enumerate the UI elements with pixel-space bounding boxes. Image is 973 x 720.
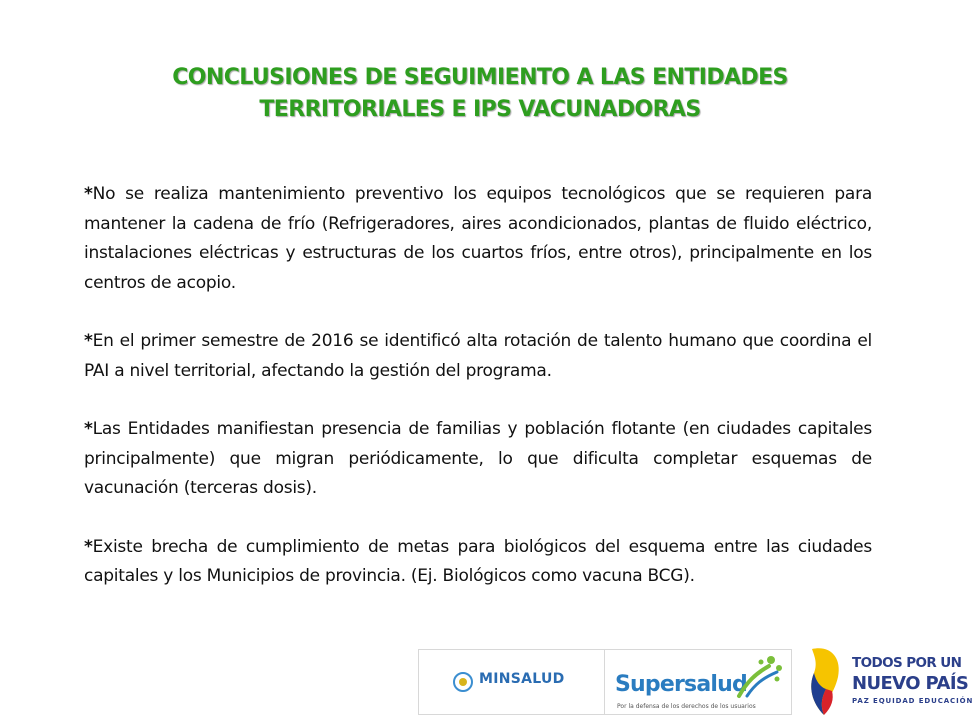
colombia-flag-ribbon-icon <box>804 643 846 717</box>
conclusion-text: Las Entidades manifiestan presencia de familias y población flotante (en ciudades capitales principalmente) que migran periódicamente, lo que dificulta completar esquemas de vacunación (terceras dosis). <box>84 419 872 498</box>
conclusion-text: Existe brecha de cumplimiento de metas para biológicos del esquema entre las ciudades capitales y los Municipios de provincia. (Ej. Biológicos como vacuna BCG). <box>84 536 872 586</box>
nuevo-pais-line-1: TODOS POR UN <box>852 655 962 671</box>
bullet-marker: * <box>84 536 93 557</box>
conclusion-text: En el primer semestre de 2016 se identificó alta rotación de talento humano que coordina el PAI a nivel territorial, afectando la gestión del programa. <box>84 331 872 381</box>
supersalud-logo <box>604 649 792 715</box>
minsalud-label: MINSALUD <box>479 671 565 687</box>
conclusions-body <box>84 180 872 621</box>
title-line-1: CONCLUSIONES DE SEGUIMIENTO A LAS ENTIDADES <box>172 65 788 90</box>
footer-logos <box>418 643 973 720</box>
nuevo-pais-line-2: NUEVO PAÍS <box>852 673 969 694</box>
conclusion-paragraph <box>84 415 872 504</box>
title-line-2: TERRITORIALES E IPS VACUNADORAS <box>259 97 701 122</box>
slide-title <box>80 62 880 126</box>
conclusion-text: No se realiza mantenimiento preventivo los equipos tecnológicos que se requieren para mantener la cadena de frío (Refrigeradores, aires acondicionados, plantas de fluido eléctrico, instalaciones eléctricas y estructuras de los cuartos fríos, entre otros), principalmente en los centros de acopio. <box>84 184 872 293</box>
conclusion-paragraph <box>84 327 872 386</box>
bullet-marker: * <box>84 331 93 351</box>
nuevo-pais-line-3: PAZ EQUIDAD EDUCACIÓN <box>852 697 973 705</box>
supersalud-label: Supersalud <box>615 672 747 697</box>
minsalud-logo <box>418 649 604 715</box>
supersalud-tagline: Por la defensa de los derechos de los usuarios <box>617 703 756 710</box>
conclusion-paragraph <box>84 533 872 592</box>
nuevo-pais-logo <box>800 643 973 720</box>
bullet-marker: * <box>84 419 93 439</box>
conclusion-paragraph <box>84 180 872 298</box>
bullet-marker: * <box>84 184 93 204</box>
colombia-seal-icon <box>453 672 473 692</box>
supersalud-figures-icon <box>733 652 785 700</box>
